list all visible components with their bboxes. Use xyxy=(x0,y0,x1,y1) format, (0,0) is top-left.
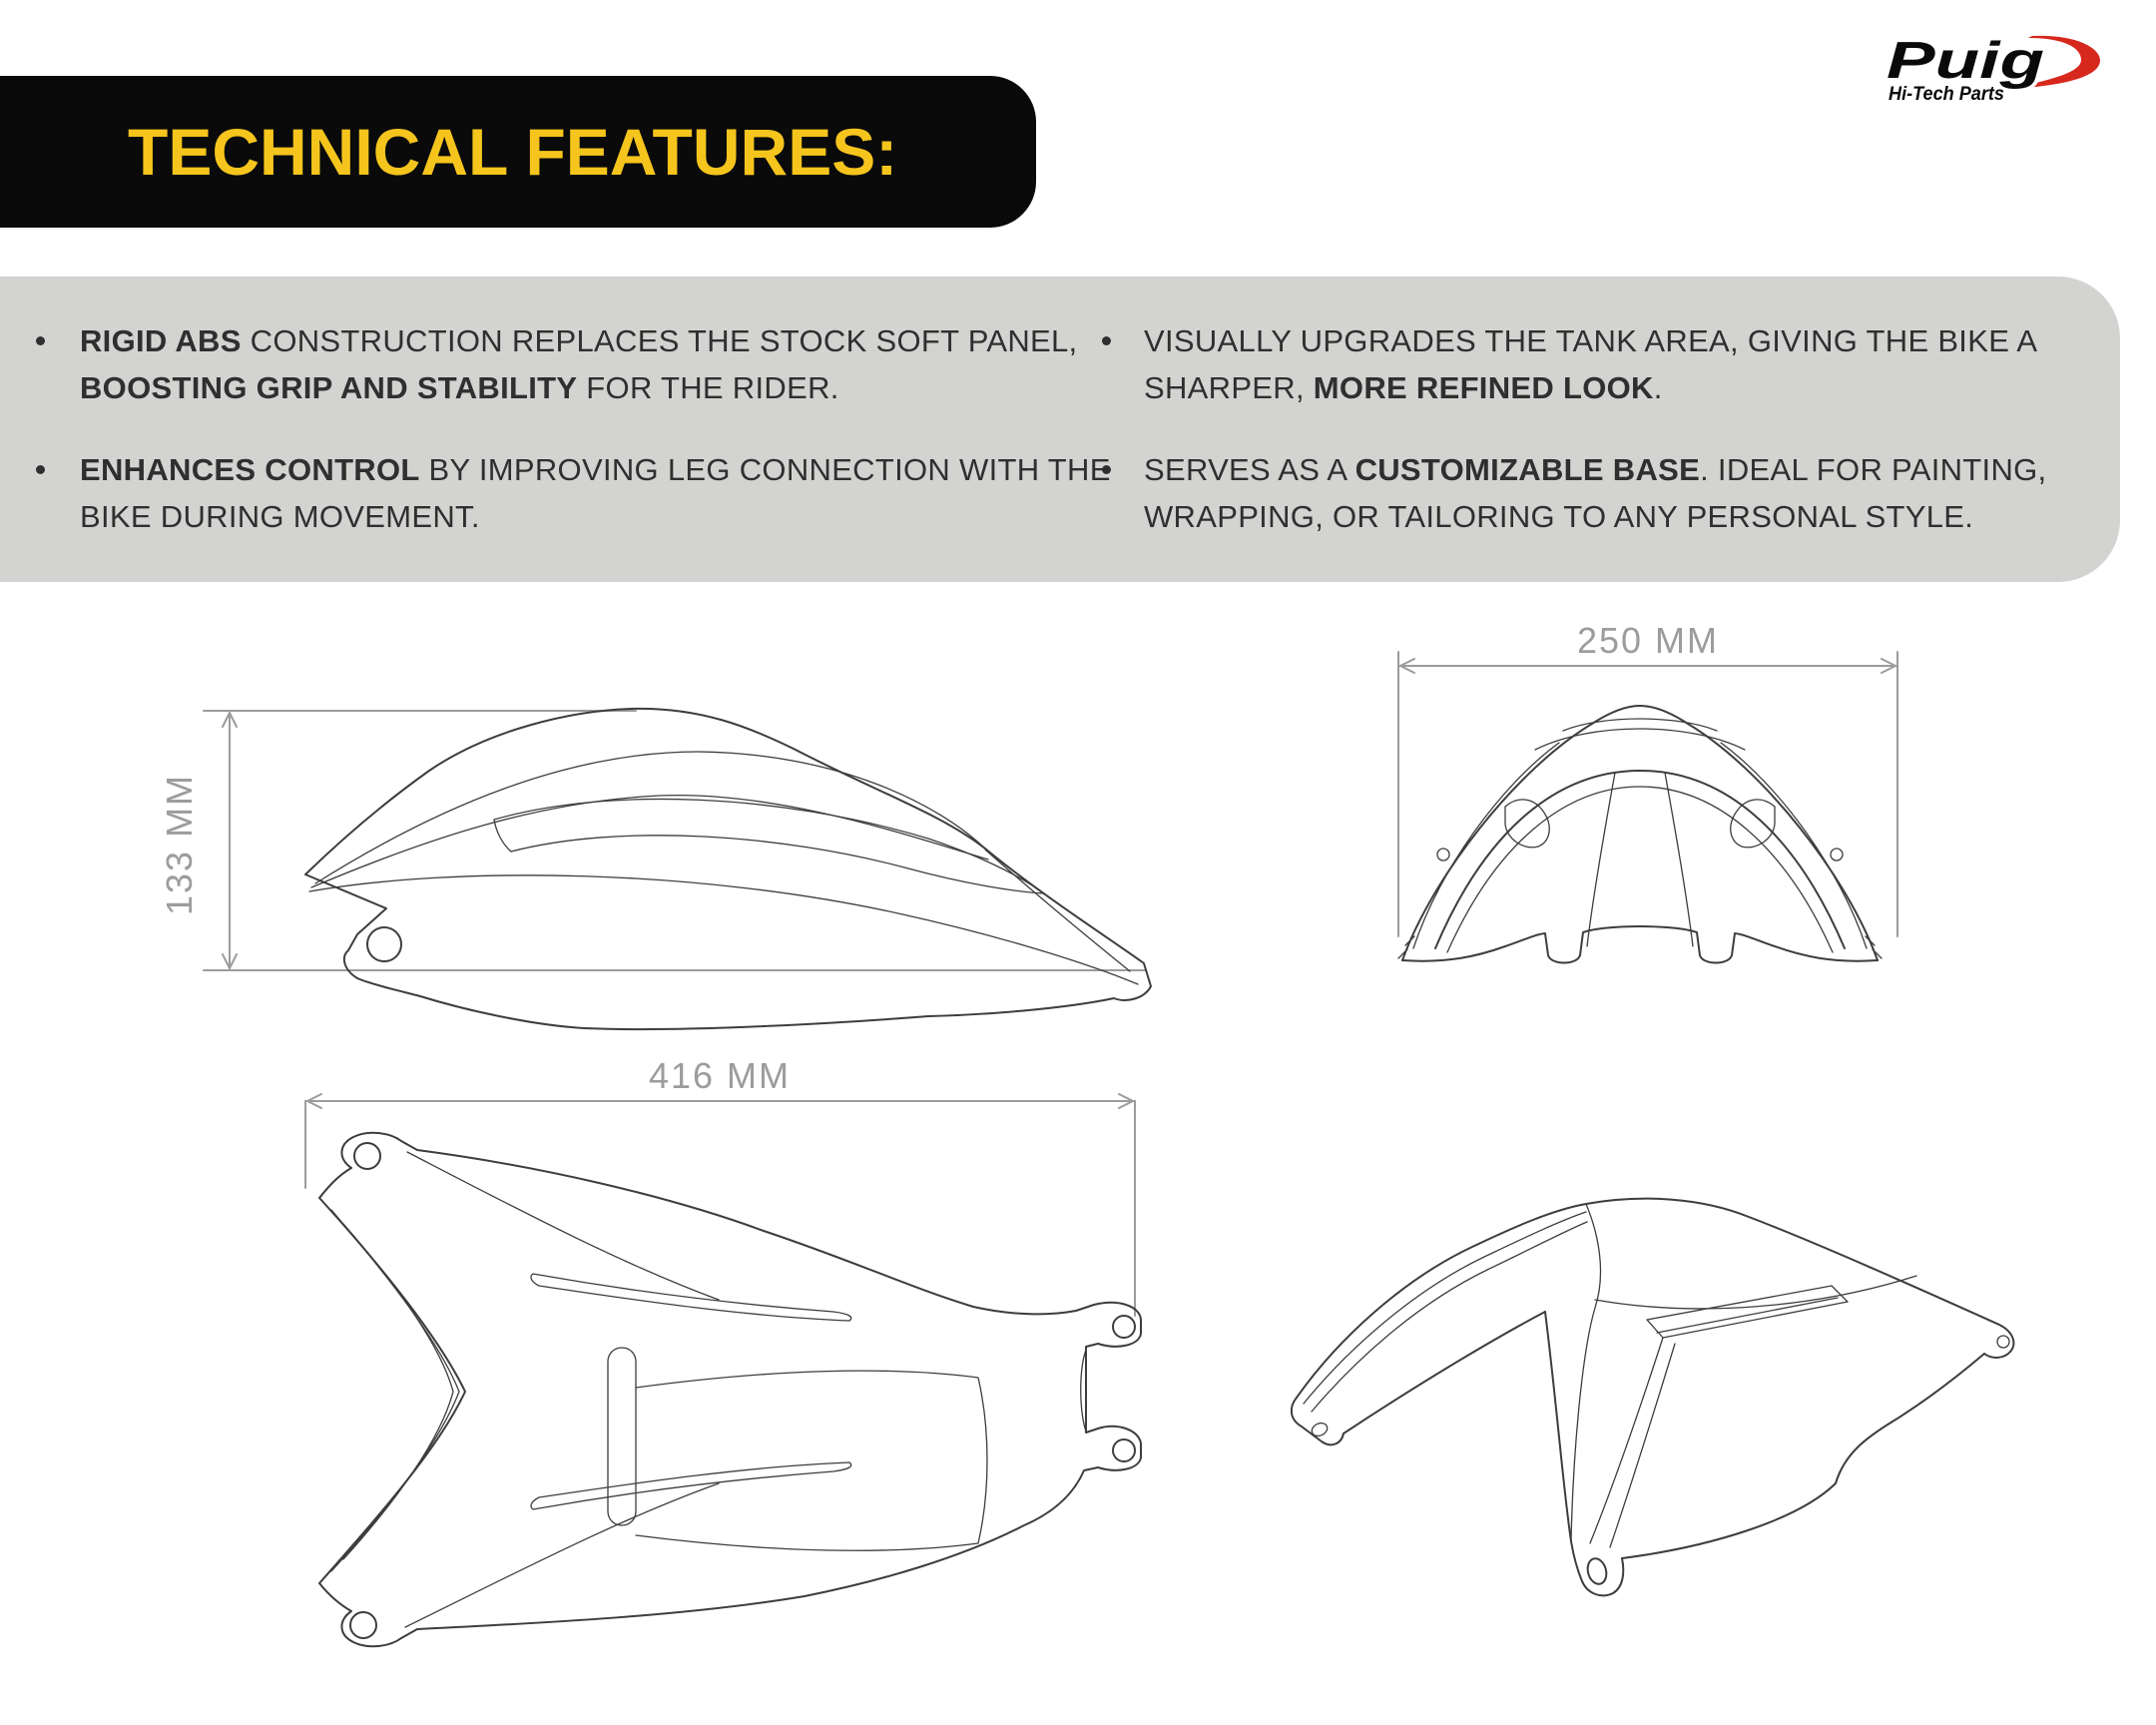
side-view-drawing xyxy=(140,654,1178,1073)
logo-tagline: Hi-Tech Parts xyxy=(1888,84,2004,105)
feature-line: BOOSTING GRIP AND STABILITY FOR THE RIDER. xyxy=(80,370,839,405)
front-view-drawing xyxy=(1377,619,1916,988)
feature-line: VISUALLY UPGRADES THE TANK AREA, GIVING THE BIKE A xyxy=(1144,323,2038,358)
front-view-outline xyxy=(1398,706,1882,963)
side-view-dimension xyxy=(159,711,1146,970)
page-title: TECHNICAL FEATURES: xyxy=(128,115,898,189)
feature-line: RIGID ABS CONSTRUCTION REPLACES THE STOCK SOFT PANEL, xyxy=(80,323,1078,358)
bullet-dot xyxy=(1102,336,1111,345)
front-view-dimension xyxy=(1398,620,1897,936)
bullet-dot xyxy=(36,336,45,345)
front-dim-label: 250 MM xyxy=(1576,620,1720,661)
feature-bullet xyxy=(80,446,1111,540)
top-view-dimension xyxy=(305,1055,1135,1316)
feature-line: SHARPER, MORE REFINED LOOK. xyxy=(1144,370,1663,405)
bullet-dot xyxy=(36,465,45,474)
features-panel xyxy=(0,277,2120,582)
feature-bullet xyxy=(1144,317,2037,411)
top-view-outline xyxy=(319,1133,1141,1646)
feature-line: WRAPPING, OR TAILORING TO ANY PERSONAL STYLE. xyxy=(1144,499,1974,534)
title-banner xyxy=(0,76,1036,228)
feature-line: BIKE DURING MOVEMENT. xyxy=(80,499,480,534)
puig-logo xyxy=(1885,26,2108,110)
side-view-outline xyxy=(305,709,1151,1029)
feature-line: SERVES AS A CUSTOMIZABLE BASE. IDEAL FOR PAINTING, xyxy=(1144,452,2047,487)
side-dim-label: 133 MM xyxy=(159,773,200,915)
logo-brand: Puig xyxy=(1886,32,2044,90)
feature-line: ENHANCES CONTROL BY IMPROVING LEG CONNECTION WITH THE xyxy=(80,452,1111,487)
top-dim-label: 416 MM xyxy=(648,1055,792,1096)
iso-view-drawing xyxy=(1278,1188,2036,1677)
feature-bullet xyxy=(1144,446,2046,540)
top-view-drawing xyxy=(289,1048,1158,1725)
iso-view-outline xyxy=(1292,1199,2014,1596)
feature-bullet xyxy=(80,317,1077,411)
